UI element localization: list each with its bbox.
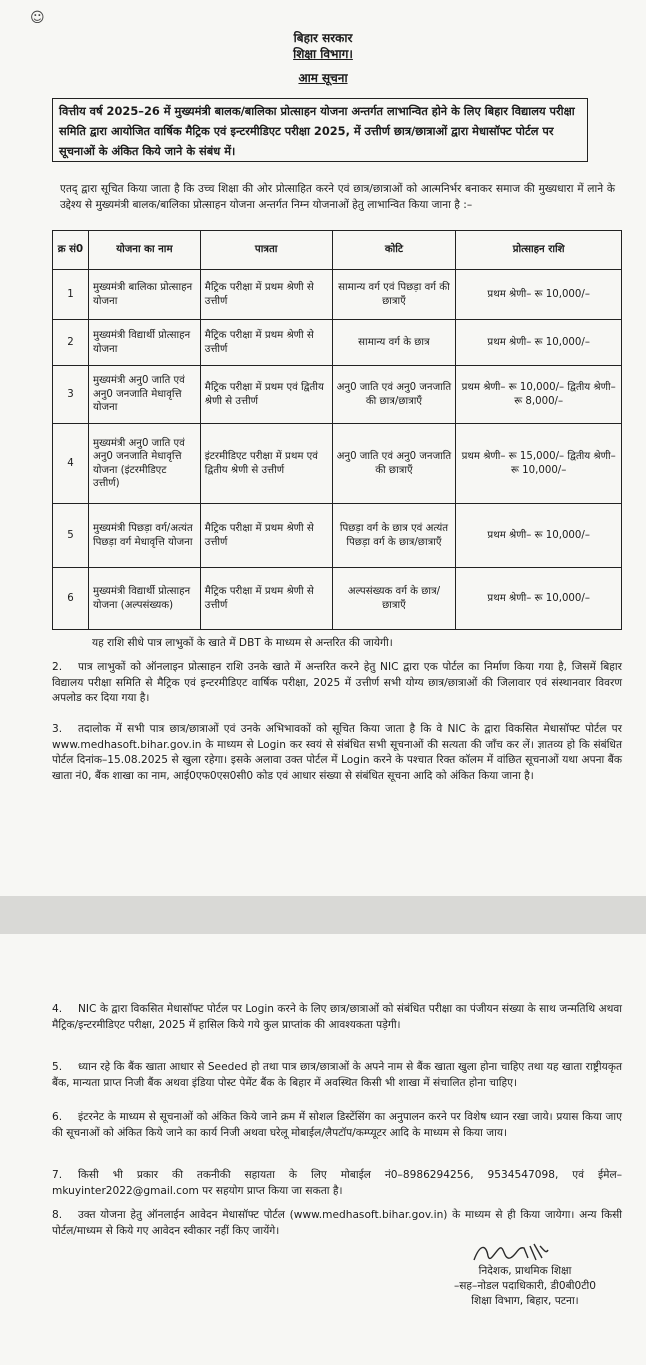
cell-scheme-name: मुख्यमंत्री विद्यार्थी प्रोत्साहन योजना (अल्पसंख्यक)	[88, 568, 200, 630]
cell-amount: प्रथम श्रेणी– रू 10,000/–	[456, 568, 622, 630]
point-text: तदालोक में सभी पात्र छात्र/छात्राओं एवं उनके अभिभावकों को सूचित किया जाता है कि वे NIC के द्वारा विकसित मेधासॉफ्ट पोर्टल पर www.medhasoft.bihar.gov.in के माध्यम से Login कर स्वयं से संबंधित सभी सूचनाओं की सत्यता की जाँच कर लें। ज्ञातव्य हो कि संबंधित पोर्टल दिनांक–15.08.2025 से खुला रहेगा। इसके अलावा उक्त पोर्टल में Login करने के पश्चात रिक्त कॉलम में वांछित सूचनाओं यथा अपना बैंक खाता नं0, बैंक शाखा का नाम, आई0एफ0एस0सी0 कोड एवं आधार संख्या से संबंधित सूचना आदि को अंकित किया जाना है।	[52, 723, 622, 782]
table-row	[53, 424, 622, 504]
signature-office: शिक्षा विभाग, बिहार, पटना।	[471, 1295, 579, 1307]
cell-scheme-name: मुख्यमंत्री बालिका प्रोत्साहन योजना	[88, 270, 200, 320]
signature-designation: निदेशक, प्राथमिक शिक्षा	[478, 1265, 572, 1277]
point-number: 7.	[52, 1169, 63, 1181]
point-number: 5.	[52, 1061, 63, 1073]
cell-category: अल्पसंख्यक वर्ग के छात्र/छात्राएँ	[332, 568, 456, 630]
signature-role: –सह–नोडल पदाधिकारी, डी0बी0टी0	[453, 1280, 597, 1292]
cell-category: अनु0 जाति एवं अनु0 जनजाति की छात्र/छात्राएँ	[332, 366, 456, 424]
point-number: 3.	[52, 723, 63, 735]
intro-paragraph: एतद् द्वारा सूचित किया जाता है कि उच्च शिक्षा की ओर प्रोत्साहित करने एवं छात्र/छात्राओं को आत्मनिर्भर बनाकर समाज की मुख्यधारा में लाने के उद्देश्य से मुख्यमंत्री बालक/बालिका प्रोत्साहन योजना अन्तर्गत निम्न योजनाओं हेतु लाभान्वित किया जाना है :–	[60, 183, 615, 211]
point-4	[52, 1002, 622, 1033]
point-number: 8.	[52, 1209, 63, 1221]
col-header-category: कोटि	[332, 231, 456, 270]
cell-sn: 4	[53, 424, 89, 504]
table-row	[53, 366, 622, 424]
department-title: शिक्षा विभाग।	[293, 47, 353, 61]
point-8	[52, 1208, 622, 1239]
cell-amount: प्रथम श्रेणी– रू 10,000/–	[456, 270, 622, 320]
dbt-note: यह राशि सीधे पात्र लाभुकों के खाते में DBT के माध्यम से अन्तरित की जायेगी।	[92, 637, 393, 649]
table-row	[53, 320, 622, 366]
point-text: उक्त योजना हेतु ऑनलाईन आवेदन मेधासॉफ्ट पोर्टल (www.medhasoft.bihar.gov.in) के माध्यम से ही किया जायेगा। अन्य किसी पोर्टल/माध्यम से किये गए आवेदन स्वीकार नहीं किए जायेंगे।	[52, 1209, 622, 1237]
point-number: 4.	[52, 1003, 63, 1015]
point-text: ध्यान रहे कि बैंक खाता आधार से Seeded हो तथा पात्र छात्र/छात्राओं के अपने नाम से बैंक खाता खुला होना चाहिए तथा यह खाता राष्ट्रीयकृत बैंक, मान्यता प्राप्त निजी बैंक अथवा इंडिया पोस्ट पेमेंट बैंक के बिहार में अवस्थित किसी भी शाखा में संचालित होना चाहिए।	[52, 1061, 622, 1089]
cell-sn: 3	[53, 366, 89, 424]
col-header-sn: क्र सं0	[53, 231, 89, 270]
cell-category: अनु0 जाति एवं अनु0 जनजाति की छात्राएँ	[332, 424, 456, 504]
subject-box: वित्तीय वर्ष 2025–26 में मुख्यमंत्री बालक/बालिका प्रोत्साहन योजना अन्तर्गत लाभान्वित होने के लिए बिहार विद्यालय परीक्षा समिति द्वारा आयोजित वार्षिक मैट्रिक एवं इन्टरमीडिएट परीक्षा 2025, में उत्तीर्ण छात्र/छात्राओं द्वारा मेधासॉफ्ट पोर्टल पर सूचनाओं के अंकित किये जाने के संबंध में।	[52, 98, 588, 162]
point-6	[52, 1110, 622, 1141]
cell-sn: 2	[53, 320, 89, 366]
notice-title: आम सूचना	[298, 71, 348, 85]
cell-amount: प्रथम श्रेणी– रू 15,000/– द्वितीय श्रेणी– रू 10,000/–	[456, 424, 622, 504]
cell-scheme-name: मुख्यमंत्री पिछड़ा वर्ग/अत्यंत पिछड़ा वर्ग मेधावृत्ति योजना	[88, 504, 200, 568]
page-corner-mark: ☺	[30, 10, 45, 26]
point-text: NIC के द्वारा विकसित मेधासॉफ्ट पोर्टल पर Login करने के लिए छात्र/छात्राओं को संबंधित परीक्षा का पंजीयन संख्या के साथ जन्मतिथि अथवा मैट्रिक/इन्टरमीडिएट परीक्षा, 2025 में हासिल किये गये कुल प्राप्तांक की आवश्यकता पड़ेगी।	[52, 1003, 622, 1031]
cell-eligibility: मैट्रिक परीक्षा में प्रथम श्रेणी से उत्तीर्ण	[200, 568, 332, 630]
cell-scheme-name: मुख्यमंत्री अनु0 जाति एवं अनु0 जनजाति मेधावृत्ति योजना	[88, 366, 200, 424]
cell-eligibility: मैट्रिक परीक्षा में प्रथम श्रेणी से उत्तीर्ण	[200, 320, 332, 366]
scheme-table	[52, 230, 622, 630]
point-2	[52, 660, 622, 707]
cell-amount: प्रथम श्रेणी– रू 10,000/– द्वितीय श्रेणी– रू 8,000/–	[456, 366, 622, 424]
point-text: पात्र लाभुकों को ऑनलाइन प्रोत्साहन राशि उनके खाते में अन्तरित करने हेतु NIC द्वारा एक पोर्टल का निर्माण किया गया है, जिसमें बिहार विद्यालय परीक्षा समिति से मैट्रिक एवं इन्टरमीडिएट वार्षिक परीक्षा, 2025 में उत्तीर्ण सभी योग्य छात्र/छात्राओं की जिलावार एवं संस्थानवार विवरण अपलोड कर दिया गया है।	[52, 661, 622, 704]
cell-eligibility: मैट्रिक परीक्षा में प्रथम श्रेणी से उत्तीर्ण	[200, 504, 332, 568]
point-3	[52, 722, 622, 784]
point-number: 2.	[52, 661, 63, 673]
cell-category: पिछड़ा वर्ग के छात्र एवं अत्यंत पिछड़ा वर्ग के छात्र/छात्राएँ	[332, 504, 456, 568]
col-header-amount: प्रोत्साहन राशि	[456, 231, 622, 270]
cell-sn: 1	[53, 270, 89, 320]
col-header-eligibility: पात्रता	[200, 231, 332, 270]
cell-scheme-name: मुख्यमंत्री विद्यार्थी प्रोत्साहन योजना	[88, 320, 200, 366]
cell-sn: 6	[53, 568, 89, 630]
cell-category: सामान्य वर्ग के छात्र	[332, 320, 456, 366]
table-row	[53, 568, 622, 630]
cell-category: सामान्य वर्ग एवं पिछड़ा वर्ग की छात्राएँ	[332, 270, 456, 320]
point-number: 6.	[52, 1111, 63, 1123]
government-title: बिहार सरकार	[293, 31, 353, 45]
cell-eligibility: मैट्रिक परीक्षा में प्रथम एवं द्वितीय श्रेणी से उत्तीर्ण	[200, 366, 332, 424]
letterhead	[0, 30, 646, 86]
cell-sn: 5	[53, 504, 89, 568]
col-header-name: योजना का नाम	[88, 231, 200, 270]
table-header-row	[53, 231, 622, 270]
signature-block	[420, 1264, 630, 1309]
table-row	[53, 270, 622, 320]
document-page-2	[0, 934, 646, 1365]
table-row	[53, 504, 622, 568]
cell-amount: प्रथम श्रेणी– रू 10,000/–	[456, 320, 622, 366]
point-text: किसी भी प्रकार की तकनीकी सहायता के लिए मोबाईल नं0–8986294256, 9534547098, एवं ईमेल–mkuyinter2022@gmail.com पर सहयोग प्राप्त किया जा सकता है।	[52, 1169, 622, 1197]
cell-eligibility: इंटरमीडिएट परीक्षा में प्रथम एवं द्वितीय श्रेणी से उत्तीर्ण	[200, 424, 332, 504]
point-text: इंटरनेट के माध्यम से सूचनाओं को अंकित किये जाने क्रम में सोशल डिस्टेंसिंग का अनुपालन करने पर विशेष ध्यान रखा जाये। प्रयास किया जाए की सूचनाओं को अंकित किये जाने का कार्य निजी अथवा घरेलू मोबाईल/लैपटॉप/कम्प्यूटर आदि के माध्यम से किया जाय।	[52, 1111, 622, 1139]
cell-eligibility: मैट्रिक परीक्षा में प्रथम श्रेणी से उत्तीर्ण	[200, 270, 332, 320]
cell-amount: प्रथम श्रेणी– रू 10,000/–	[456, 504, 622, 568]
point-7	[52, 1168, 622, 1199]
cell-scheme-name: मुख्यमंत्री अनु0 जाति एवं अनु0 जनजाति मेधावृत्ति योजना (इंटरमीडिएट उत्तीर्ण)	[88, 424, 200, 504]
point-5	[52, 1060, 622, 1091]
